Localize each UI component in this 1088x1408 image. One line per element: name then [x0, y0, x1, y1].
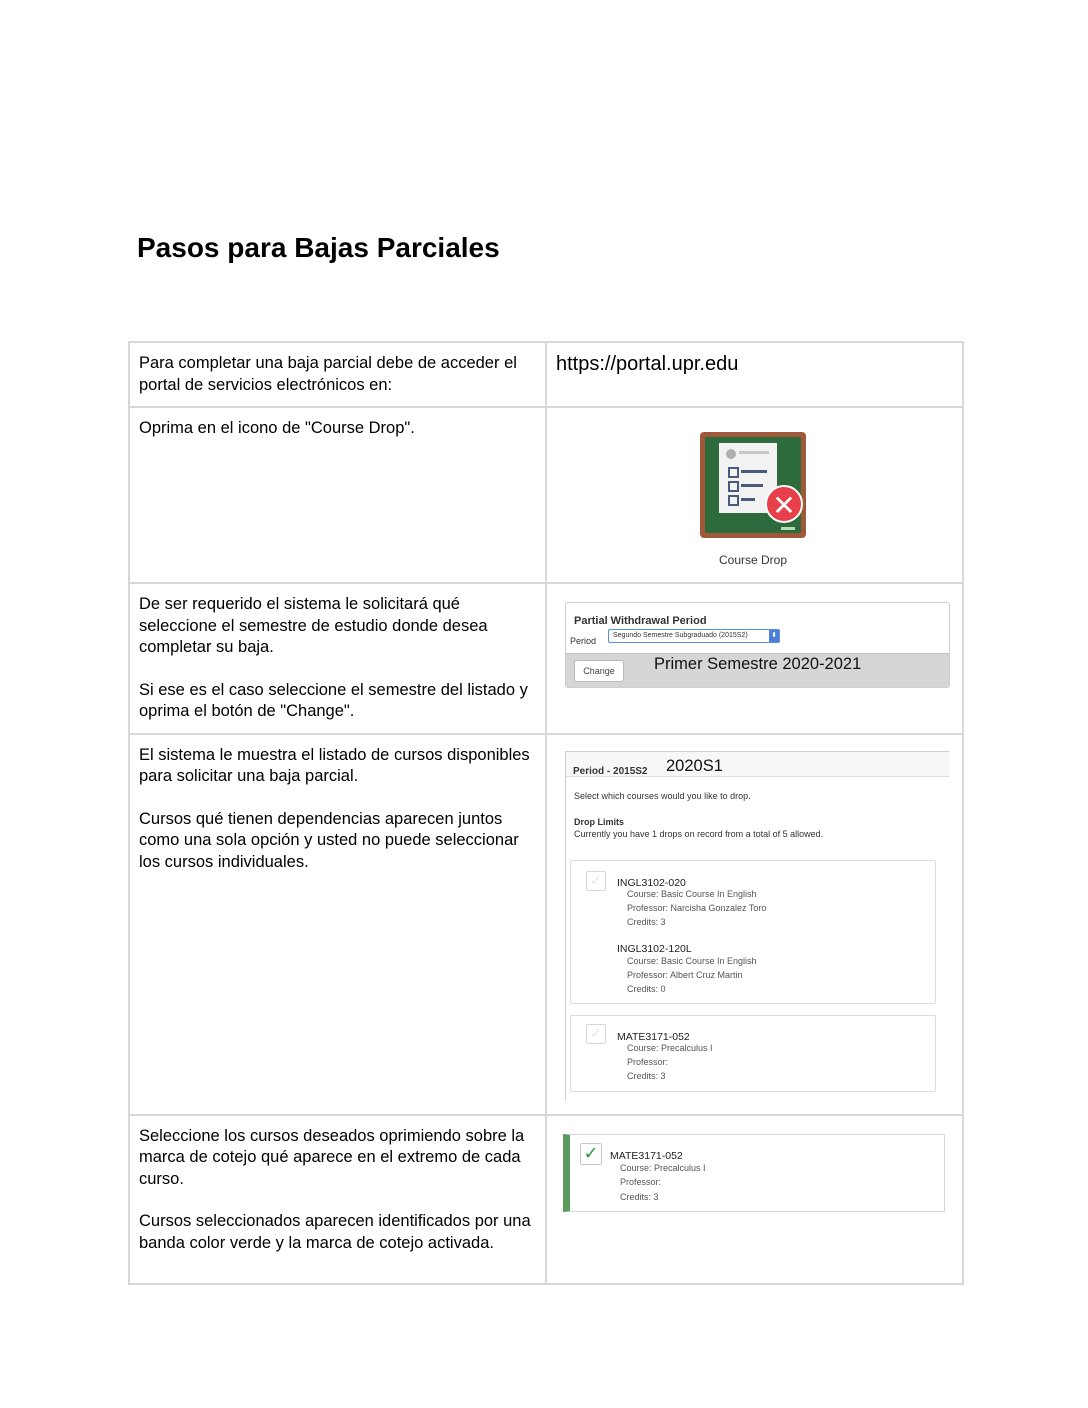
step-row-5 [129, 1115, 963, 1284]
course-drop-label: Course Drop [718, 553, 788, 567]
step-5-text-1: Seleccione los cursos deseados oprimiendo sobre la marca de cotejo qué aparece en el extremo de cada curso. [139, 1126, 525, 1188]
period-select[interactable] [608, 629, 780, 643]
period-heading: Period - 2015S2 [573, 765, 648, 777]
course-details [627, 954, 757, 996]
step-1-instructions [129, 342, 546, 407]
select-courses-note: Select which courses would you like to drop. [574, 790, 751, 801]
semester-annotation: Primer Semestre 2020-2021 [654, 655, 862, 673]
step-4-text-2: Cursos qué tienen dependencias aparecen juntos como una sola opción y usted no puede seleccionar los cursos individuales. [139, 809, 519, 871]
course-list-panel [565, 751, 949, 1100]
course-credits: Credits: 3 [627, 916, 666, 927]
period-annotation: 2020S1 [666, 756, 723, 775]
step-4-visual [546, 734, 963, 1115]
close-x-icon: ✕ [765, 485, 803, 523]
page-title: Pasos para Bajas Parciales [137, 232, 500, 263]
course-drop-icon[interactable] [700, 432, 806, 538]
step-1-text: Para completar una baja parcial debe de acceder el portal de servicios electrónicos en: [139, 354, 517, 394]
step-5-visual [546, 1115, 963, 1284]
course-professor: Professor: [620, 1177, 662, 1187]
course-professor: Professor: Narcisha Gonzalez Toro [627, 902, 767, 913]
period-select-value: Segundo Semestre Subgraduado (2015S2) [613, 632, 748, 639]
course-credits: Credits: 3 [620, 1191, 659, 1202]
step-row-3 [129, 583, 963, 734]
course-credits: Credits: 3 [627, 1070, 666, 1081]
course-details [627, 887, 766, 929]
course-checkbox[interactable]: ✓ [586, 1024, 606, 1044]
step-3-instructions [129, 583, 546, 734]
step-4-instructions [129, 734, 546, 1115]
portal-url-link[interactable]: https://portal.upr.edu [556, 353, 739, 375]
partial-withdrawal-panel [565, 602, 950, 688]
step-4-text-1: El sistema le muestra el listado de cursos disponibles para solicitar una baja parcial. [139, 745, 530, 785]
course-code: MATE3171-052 [610, 1149, 683, 1162]
partial-withdrawal-title: Partial Withdrawal Period [574, 615, 707, 627]
step-1-visual [546, 342, 963, 407]
course-name: Course: Basic Course In English [627, 888, 757, 899]
course-card [570, 1015, 936, 1092]
step-row-2 [129, 407, 963, 583]
course-list-header [566, 752, 949, 777]
course-details [620, 1161, 706, 1205]
period-label: Period [570, 636, 597, 646]
selected-course-card [563, 1134, 945, 1212]
step-2-visual [546, 407, 963, 583]
change-button[interactable]: Change [574, 660, 624, 682]
course-name: Course: Precalculus I [620, 1162, 706, 1173]
checkmark-icon[interactable]: ✓ [580, 1143, 602, 1165]
steps-table [128, 341, 964, 1285]
course-code: INGL3102-120L [617, 942, 692, 955]
step-row-1 [129, 342, 963, 407]
course-credits: Credits: 0 [627, 983, 666, 994]
course-name: Course: Basic Course In English [627, 955, 757, 966]
step-3-text-1: De ser requerido el sistema le solicitará qué seleccione el semestre de estudio donde desea completar su baja. [139, 595, 488, 656]
course-drop-app[interactable] [697, 432, 809, 572]
step-5-instructions [129, 1115, 546, 1284]
course-code: MATE3171-052 [617, 1030, 690, 1043]
course-professor: Professor: [627, 1056, 669, 1067]
period-action-bar [566, 653, 949, 688]
course-group-checkbox[interactable]: ✓ [586, 871, 606, 891]
drop-limits-title: Drop Limits [574, 816, 625, 827]
course-professor: Professor: Albert Cruz Martin [627, 969, 743, 980]
step-5-text-2: Cursos seleccionados aparecen identificados por una banda color verde y la marca de cotejo activada. [139, 1212, 531, 1252]
chevron-down-icon: ⬍ [769, 630, 779, 642]
step-row-4 [129, 734, 963, 1115]
step-3-visual [546, 583, 963, 734]
step-3-text-2: Si ese es el caso seleccione el semestre del listado y oprima el botón de "Change". [139, 680, 528, 720]
course-details [627, 1041, 713, 1083]
course-name: Course: Precalculus I [627, 1042, 713, 1053]
course-code: INGL3102-020 [617, 876, 686, 889]
step-2-instructions [129, 407, 546, 583]
step-2-text: Oprima en el icono de "Course Drop". [139, 419, 415, 437]
course-group-card [570, 860, 936, 1004]
drop-limits-text: Currently you have 1 drops on record from a total of 5 allowed. [574, 828, 824, 839]
